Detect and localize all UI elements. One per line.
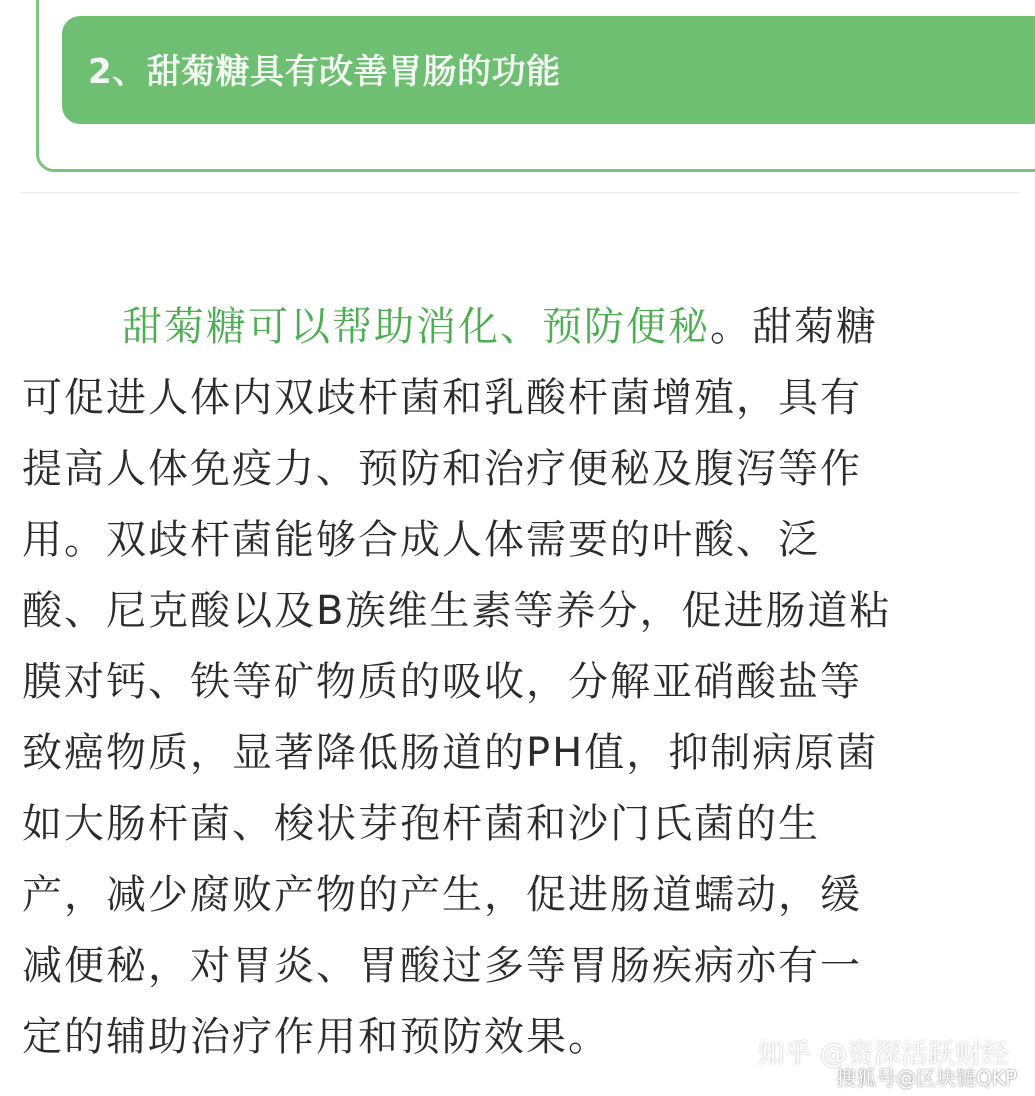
paragraph-line: 产，减少腐败产物的产生，促进肠道蠕动，缓 <box>22 872 862 918</box>
paragraph-line: 如大肠杆菌、梭状芽孢杆菌和沙门氏菌的生 <box>22 801 820 847</box>
paragraph-line: 酸、尼克酸以及B族维生素等养分，促进肠道粘 <box>22 588 892 634</box>
highlight-phrase: 甜菊糖可以帮助消化、预防便秘 <box>122 304 710 350</box>
paragraph-line <box>22 292 1014 363</box>
paragraph-line: 定的辅助治疗作用和预防效果。 <box>22 1014 610 1060</box>
paragraph-line: 可促进人体内双歧杆菌和乳酸杆菌增殖，具有 <box>22 375 862 421</box>
zhihu-watermark: 知乎 @资深活跃财经 <box>757 1039 1009 1070</box>
paragraph-line: 减便秘，对胃炎、胃酸过多等胃肠疾病亦有一 <box>22 943 862 989</box>
article-paragraph <box>22 292 1014 1073</box>
divider <box>20 192 1020 193</box>
sohu-source-label: 搜狐号@区块链QKP <box>836 1066 1017 1090</box>
section-title: 2、甜菊糖具有改善胃肠的功能 <box>88 52 561 92</box>
line-text: 。甜菊糖 <box>710 304 878 350</box>
paragraph-line: 提高人体免疫力、预防和治疗便秘及腹泻等作 <box>22 446 862 492</box>
paragraph-line: 用。双歧杆菌能够合成人体需要的叶酸、泛 <box>22 517 820 563</box>
paragraph-line: 致癌物质，显著降低肠道的PH值，抑制病原菌 <box>22 730 879 776</box>
paragraph-line: 膜对钙、铁等矿物质的吸收，分解亚硝酸盐等 <box>22 659 862 705</box>
